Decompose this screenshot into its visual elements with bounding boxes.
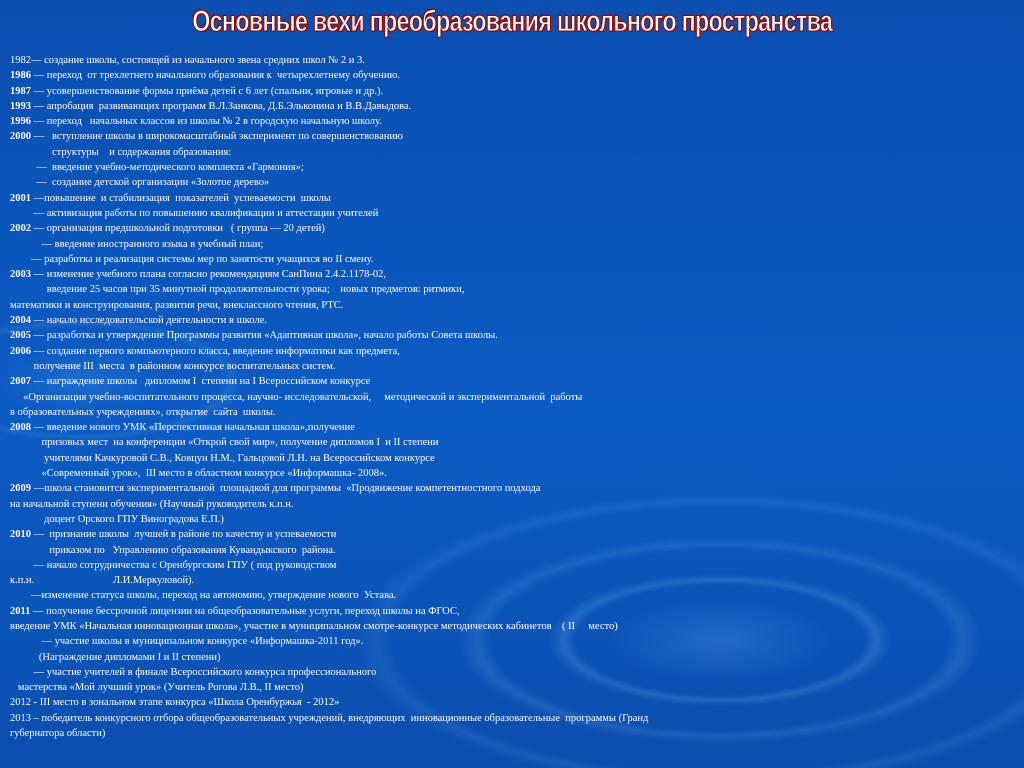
timeline-line	[10, 237, 1000, 252]
timeline-line	[10, 481, 1000, 496]
timeline-entry-text: — получение бессрочной лицензии на общеобразовательные услуги, переход школы на ФГОС,	[30, 605, 460, 617]
timeline-line	[10, 221, 1000, 236]
timeline-line	[10, 328, 1000, 343]
timeline-line	[10, 711, 1000, 726]
timeline-entry-text: — участие учителей в финале Всероссийского конкурса профессионального	[10, 666, 377, 678]
timeline-line	[10, 680, 1000, 695]
timeline-entry-text: получение III места в районном конкурсе воспитательных систем.	[10, 360, 336, 372]
timeline-entry-text: — вступление школы в широкомасштабный эксперимент по совершенствованию	[31, 131, 403, 143]
timeline-line	[10, 160, 1000, 175]
timeline-line	[10, 344, 1000, 359]
timeline-year: 2011	[10, 605, 31, 617]
timeline-entry-text: — создание первого компьютерного класса, введение информатики как предмета,	[31, 345, 400, 357]
timeline-line	[10, 53, 1000, 68]
timeline-entry-text: призовых мест на конференции «Открой свой мир», получение дипломов I и II степени	[10, 437, 439, 449]
timeline-line	[10, 206, 1000, 221]
timeline-entry-text: —школа становится экспериментальной площадкой для программы «Продвижение компетентностного подхода	[31, 483, 541, 495]
timeline-entry-text: «Современный урок», III место в областном конкурсе «Информашка- 2008».	[10, 468, 387, 480]
timeline-entry-text: — переход начальных классов из школы № 2 в городскую начальную школу.	[31, 116, 382, 128]
timeline-entry-text: — начало исследовательской деятельности в школе.	[31, 315, 267, 327]
timeline-year: 2002	[10, 223, 31, 235]
timeline-entry-text: — создание детской организации «Золотое дерево»	[10, 177, 270, 189]
timeline-entry-text: доцент Орского ГПУ Виноградова Е.П.)	[10, 513, 224, 525]
timeline-entry-text: — переход от трехлетнего начального образования к четырехлетнему обучению.	[31, 70, 401, 82]
timeline-entry-text: введение УМК «Начальная инновационная школа», участие в муниципальном смотре-конкурсе методических кабинетов ( II место)	[10, 620, 618, 632]
timeline-entry-text: мастерства «Мой лучший урок» (Учитель Рогова Л.В., II место)	[10, 682, 304, 694]
timeline-year: 2007	[10, 376, 31, 388]
timeline-line	[10, 282, 1000, 297]
timeline-line	[10, 420, 1000, 435]
timeline-entry-text: к.п.н. Л.И.Меркуловой).	[10, 575, 195, 587]
timeline-entry-text: — организация предшкольной подготовки ( группа — 20 детей)	[31, 223, 325, 235]
timeline-entry-text: — разработка и утверждение Программы развития «Адаптивная школа», начало работы Совета школы.	[31, 330, 498, 342]
timeline-entry-text: — признание школы лучшей в районе по качеству и успеваемости	[31, 529, 337, 541]
timeline-line	[10, 619, 1000, 634]
timeline-line	[10, 512, 1000, 527]
timeline-entry-text: — начало сотрудничества с Оренбургским ГПУ ( под руководством	[10, 559, 337, 571]
title-container	[0, 0, 1024, 50]
timeline-line	[10, 543, 1000, 558]
timeline-entry-text: — усовершенствование формы приёма детей с 6 лет (спальни, игровые и др.).	[31, 85, 384, 97]
timeline-line	[10, 634, 1000, 649]
timeline-line	[10, 374, 1000, 389]
timeline-line	[10, 129, 1000, 144]
timeline-entry-text: (Награждение дипломами I и II степени)	[10, 651, 221, 663]
timeline-entry-text: — изменение учебного плана согласно рекомендациям СанПина 2.4.2.1178-02,	[31, 269, 387, 281]
timeline-line	[10, 588, 1000, 603]
timeline-year: 2003	[10, 269, 31, 281]
timeline-line	[10, 68, 1000, 83]
timeline-entry-text: — введение иностранного языка в учебный план;	[10, 238, 264, 250]
timeline-line	[10, 84, 1000, 99]
timeline-line	[10, 191, 1000, 206]
timeline-entry-text: «Организация учебно-воспитательного процесса, научно- исследовательской, методической и экспериментальной работы	[10, 391, 583, 403]
timeline-entry-text: — введение нового УМК «Перспективная начальная школа»,получение	[31, 422, 355, 434]
timeline-line	[10, 726, 1000, 741]
timeline-year: 1982	[10, 55, 31, 66]
timeline-line	[10, 650, 1000, 665]
timeline-line	[10, 405, 1000, 420]
timeline-year: 1996	[10, 116, 31, 128]
timeline-line	[10, 359, 1000, 374]
timeline-entry-text: — участие школы в муниципальном конкурсе «Информашка-2011 год».	[10, 636, 364, 648]
timeline-entry-text: —изменение статуса школы, переход на автономию, утверждение нового Устава.	[10, 590, 397, 602]
timeline-entry-text: введение 25 часов при 35 минутной продолжительности урока; новых предметов: ритмики,	[10, 284, 465, 296]
timeline-entry-text: — создание школы, состоящей из начального звена средних школ № 2 и 3.	[31, 55, 365, 66]
timeline-line	[10, 573, 1000, 588]
timeline-entry-text: структуры и содержания образования:	[10, 146, 232, 158]
timeline-entry-text: — награждение школы дипломом I степени на I Всероссийском конкурсе	[31, 376, 371, 388]
timeline-entry-text: — активизация работы по повышению квалификации и аттестации учителей	[10, 207, 379, 219]
timeline-entry-text: учителями Качкуровой С.В., Ковцун Н.М., Гальцовой Л.Н. на Всероссийском конкурсе	[10, 452, 435, 464]
timeline-line	[10, 99, 1000, 114]
timeline-text	[10, 53, 1000, 741]
timeline-line	[10, 175, 1000, 190]
timeline-year: 2006	[10, 345, 31, 357]
timeline-line	[10, 252, 1000, 267]
timeline-year: 1986	[10, 70, 31, 82]
timeline-year: 1993	[10, 100, 31, 112]
timeline-year: 2001	[10, 192, 31, 204]
timeline-entry-text: на начальной ступени обучения» (Научный руководитель к.п.н.	[10, 498, 294, 510]
timeline-line	[10, 695, 1000, 710]
timeline-entry-text: — апробация развивающих программ В.Л.Занкова, Д.Б.Эльконина и В.В.Давыдова.	[31, 100, 412, 112]
timeline-entry-text: —повышение и стабилизация показателей успеваемости школы	[31, 192, 331, 204]
timeline-line	[10, 466, 1000, 481]
slide-title: Основные вехи преобразования школьного пространства	[192, 5, 832, 38]
timeline-line	[10, 267, 1000, 282]
timeline-entry-text: — введение учебно-методического комплекта «Гармония»;	[10, 162, 304, 174]
timeline-entry-text: — разработка и реализация системы мер по занятости учащихся во II смену.	[10, 253, 374, 265]
timeline-year: 2005	[10, 330, 31, 342]
timeline-line	[10, 497, 1000, 512]
timeline-line	[10, 527, 1000, 542]
timeline-line	[10, 604, 1000, 619]
timeline-line	[10, 451, 1000, 466]
timeline-entry-text: 2012 - III место в зональном этапе конкурса «Школа Оренбуржья - 2012»	[10, 697, 340, 709]
timeline-line	[10, 114, 1000, 129]
timeline-entry-text: губернатора области)	[10, 728, 106, 740]
timeline-entry-text: математики и конструирования, развития речи, внеклассного чтения, РТС.	[10, 299, 344, 311]
timeline-line	[10, 435, 1000, 450]
timeline-line	[10, 390, 1000, 405]
timeline-line	[10, 313, 1000, 328]
timeline-line	[10, 298, 1000, 313]
timeline-year: 2004	[10, 315, 31, 327]
timeline-year: 2000	[10, 131, 31, 143]
timeline-entry-text: приказом по Управлению образования Кувандыкского района.	[10, 544, 336, 556]
timeline-entry-text: 2013 – победитель конкурсного отбора общеобразовательных учреждений, внедряющих инновационные образовательные программы (Гранд	[10, 712, 649, 724]
timeline-year: 2009	[10, 483, 31, 495]
timeline-year: 2008	[10, 422, 31, 434]
timeline-year: 1987	[10, 85, 31, 97]
timeline-line	[10, 665, 1000, 680]
timeline-year: 2010	[10, 529, 31, 541]
timeline-line	[10, 558, 1000, 573]
timeline-line	[10, 145, 1000, 160]
timeline-entry-text: в образовательных учреждениях», открытие сайта школы.	[10, 406, 276, 418]
